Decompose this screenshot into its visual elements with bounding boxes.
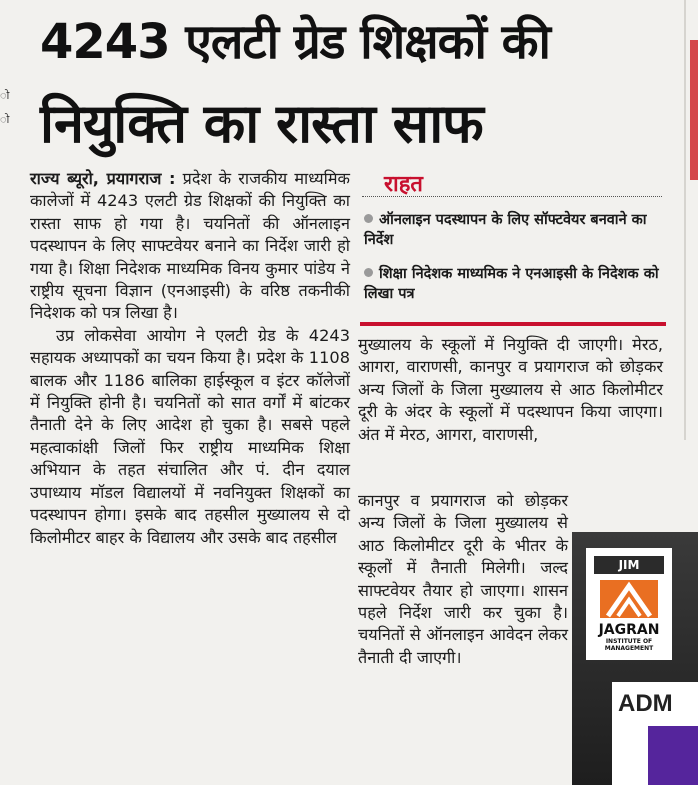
bullet-icon (364, 268, 373, 277)
relief-bullet-text: शिक्षा निदेशक माध्यमिक ने एनआइसी के निदेशक को लिखा पत्र (364, 266, 659, 302)
paragraph-1-text: प्रदेश के राजकीय माध्यमिक कालेजों में 4243 एलटी ग्रेड शिक्षकों की नियुक्ति का रास्ता साफ हो गया है। चयनितों की ऑनलाइन पदस्थापन के लिए साफ्टवेयर बनाने का निर्देश जारी हो गया है। शिक्षा निदेशक माध्यमिक विनय कुमार पांडेय ने राष्ट्रीय सूचना विज्ञान (एनआइसी) के वरिष्ठ तकनीकी निदेशक को पत्र लिखा है। (30, 169, 350, 323)
page-edge-rule (684, 0, 686, 440)
logo-subtitle: INSTITUTE OF MANAGEMENT (604, 638, 654, 652)
adjacent-article-fragment: ो (0, 89, 10, 102)
article-paragraph-2: उप्र लोकसेवा आयोग ने एलटी ग्रेड के 4243 सहायक अध्यापकों का चयन किया है। प्रदेश के 1108 बालक और 1186 बालिका हाईस्कूल व इंटर कॉलेजों में नियुक्ति होनी है। चयनितों को सात वर्गों में बांटकर तैनाती देने के लिए आदेश हो चुका है। सबसे पहले महत्वाकांक्षी जिलों फिर राष्ट्रीय माध्यमिक शिक्षा अभियान के तहत संचालित और पं. दीन दयाल उपाध्याय मॉडल विद्यालयों में नवनियुक्त शिक्षकों का पदस्थापन होगा। इसके बाद तहसील मुख्यालय से दो किलोमीटर बाहर के विद्यालय और उसके बाद तहसील (30, 325, 350, 547)
column-2-text-wide: मुख्यालय के स्कूलों में नियुक्ति दी जाएगी। मेरठ, आगरा, वाराणसी, कानपुर व प्रयागराज को छोड़कर अन्य जिलों के जिला मुख्यालय से आठ किलोमीटर दूरी के अंदर के स्कूलों में पदस्थापन किया जाएगा। अंत में मेरठ, आगरा, वाराणसी, (358, 335, 663, 444)
bullet-icon (364, 214, 373, 223)
headline-line-2: नियुक्ति का रास्ता साफ (40, 92, 483, 155)
article-column-2-bottom (358, 490, 568, 669)
adjacent-article-fragment: ो (0, 113, 10, 126)
ad-label: ADM (618, 690, 673, 717)
relief-bullet-text: ऑनलाइन पदस्थापन के लिए सॉफ्टवेयर बनवाने का निर्देश (364, 212, 647, 248)
relief-bullet (364, 210, 664, 250)
logo-arch-icon (600, 580, 658, 618)
relief-box-divider (362, 196, 662, 197)
relief-bullet (364, 264, 664, 304)
logo-name: JAGRAN (598, 622, 660, 638)
adjacent-red-block (690, 40, 698, 180)
article-paragraph-1 (30, 168, 350, 325)
column-2-text-narrow: कानपुर व प्रयागराज को छोड़कर अन्य जिलों के जिला मुख्यालय से आठ किलोमीटर दूरी के भीतर के स्कूलों में तैनाती मिलेगी। जल्द साफ्टवेयर तैयार हो जाएगा। शासन पहले निर्देश जारी कर चुका है। चयनितों से ऑनलाइन आवेदन लेकर तैनाती दी जाएगी। (358, 491, 568, 667)
relief-box-bottom-rule (360, 322, 666, 326)
article-column-2-top (358, 334, 663, 446)
relief-box-title: राहत (384, 172, 423, 197)
logo-jim-text: JIM (594, 556, 664, 574)
ad-purple-block (648, 726, 698, 785)
byline: राज्य ब्यूरो, प्रयागराज : (30, 169, 176, 188)
article-column-1 (30, 168, 350, 549)
headline-line-1: 4243 एलटी ग्रेड शिक्षकों की (40, 14, 550, 70)
